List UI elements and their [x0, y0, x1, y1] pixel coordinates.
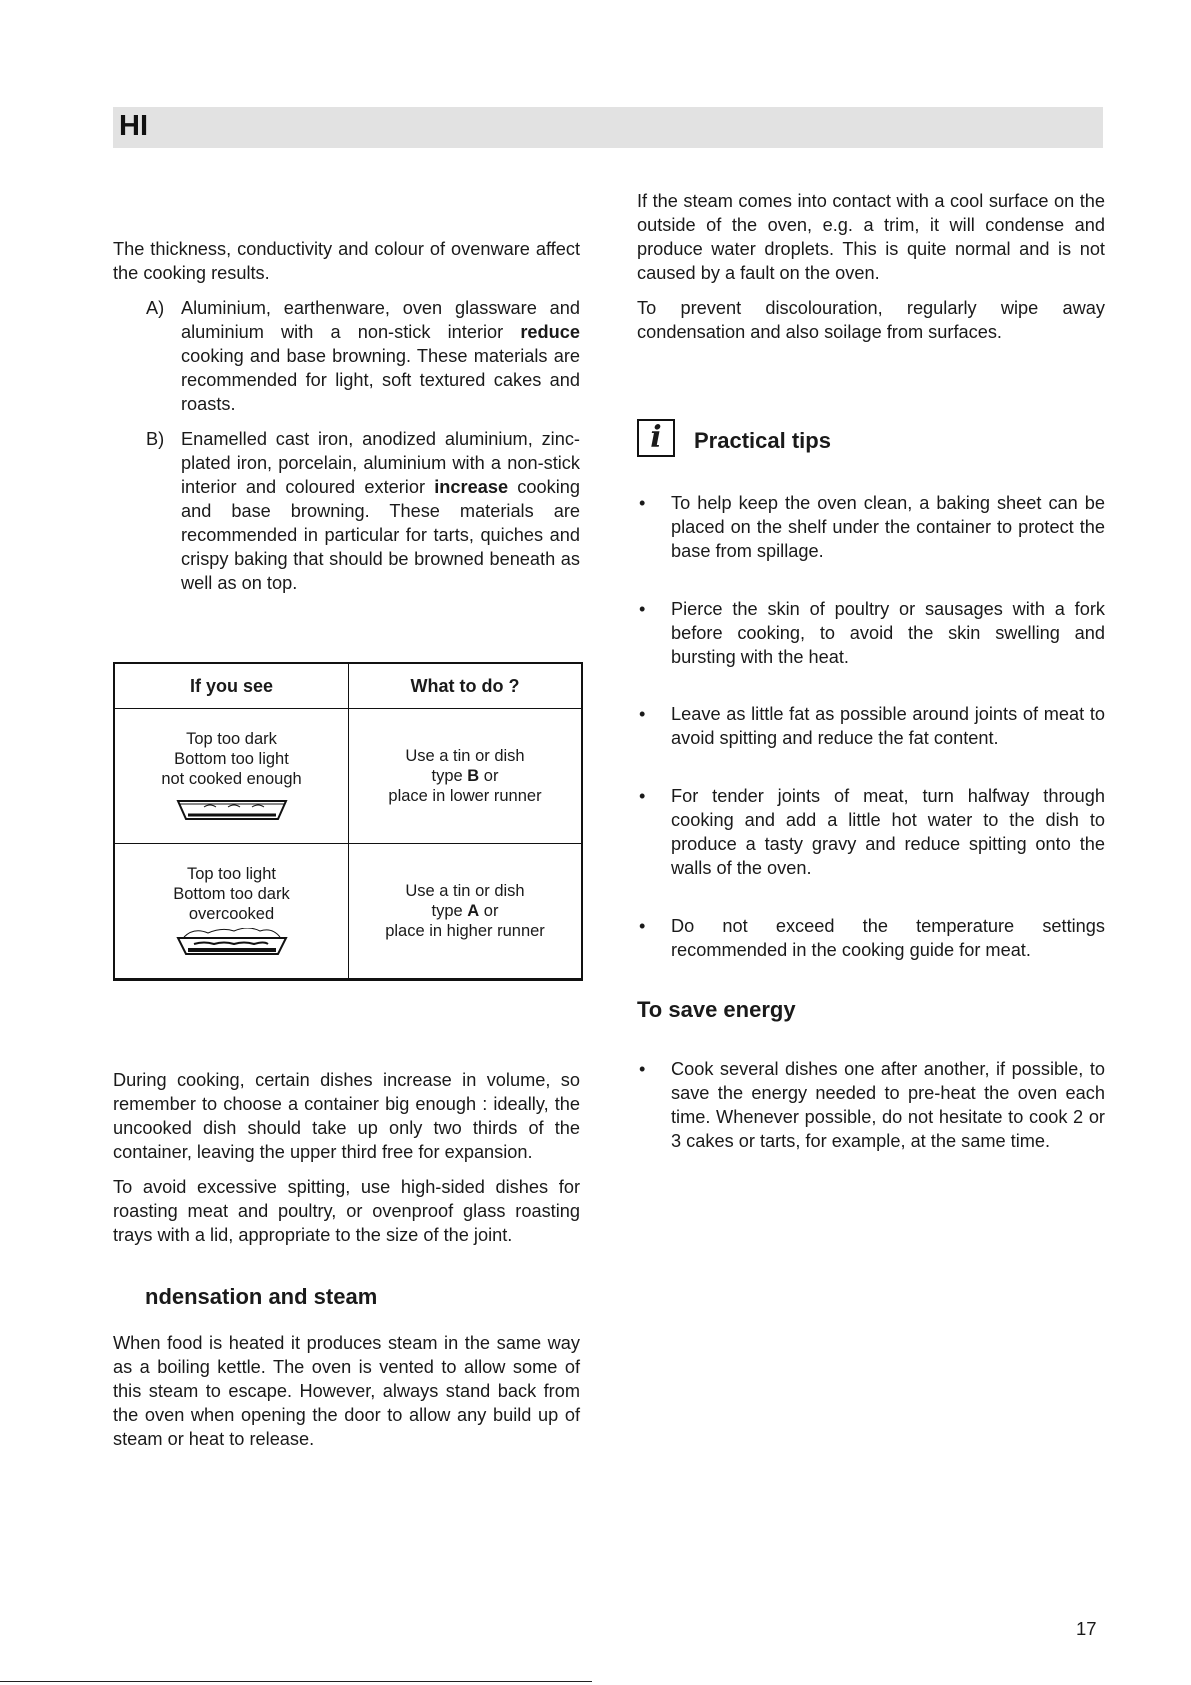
condensation-heading: ndensation and steam — [145, 1284, 378, 1309]
language-code: HI — [119, 110, 148, 142]
ovenware-section — [113, 237, 580, 606]
spitting-paragraph: To avoid excessive spitting, use high-sided dishes for roasting meat and poultry, or ovenproof glass roasting trays with a lid, appropriate to the size of the joint. — [113, 1177, 580, 1245]
language-header-bar — [113, 107, 1103, 148]
tip-item: • Do not exceed the temperature settings recommended in the cooking guide for meat. — [639, 916, 1105, 960]
tip-item: • For tender joints of meat, turn halfway through cooking and add a little hot water to the dish to produce a tasty gravy and reduce spitting onto the walls of the oven. — [639, 786, 1105, 878]
increase-emphasis: increase — [434, 477, 509, 497]
bullet-icon: • — [639, 493, 646, 513]
volume-paragraph: During cooking, certain dishes increase in volume, so remember to choose a container big enough : ideally, the uncooked dish should take up only two thirds of the container, leaving the upper third free for expansion. — [113, 1070, 580, 1162]
footer-rule — [0, 1681, 592, 1682]
bullet-icon: • — [639, 704, 646, 724]
info-icon: i — [637, 419, 675, 457]
steam-paragraph: If the steam comes into contact with a cool surface on the outside of the oven, e.g. a trim, it will condense and produce water droplets. This is quite normal and is not caused by a fault on the oven. — [637, 191, 1105, 283]
dish-burnt-icon — [174, 928, 290, 958]
item-b-marker: B) — [146, 429, 165, 449]
practical-tips-heading: Practical tips — [694, 428, 831, 453]
dish-type-letter: B — [467, 767, 480, 785]
table-row — [114, 709, 582, 844]
ovenware-item-a — [113, 296, 580, 416]
do-cell: Use a tin or dish type A or place in higher runner — [349, 844, 583, 980]
reduce-emphasis: reduce — [520, 322, 580, 342]
container-section — [113, 1068, 580, 1258]
ovenware-item-b — [113, 427, 580, 595]
item-a-marker: A) — [146, 298, 165, 318]
bullet-icon: • — [639, 786, 646, 806]
save-energy-heading: To save energy — [637, 997, 796, 1022]
tip-item: • Pierce the skin of poultry or sausages with a fork before cooking, to avoid the skin swelling and bursting with the heat. — [639, 599, 1105, 667]
dish-type-letter: A — [467, 902, 480, 920]
energy-tip: • Cook several dishes one after another, if possible, to save the energy needed to pre-heat the oven each time. Whenever possible, do not hesitate to cook 2 or 3 cakes or tarts, for example, at the same time. — [639, 1059, 1105, 1151]
item-a-text: Aluminium, earthenware, oven glassware and aluminium with a non-stick interior reduce cooking and base browning. These materials are recommended for light, soft textured cakes and roasts. — [181, 298, 580, 414]
table-header-row — [114, 663, 582, 709]
bullet-icon: • — [639, 599, 646, 619]
header-if-you-see: If you see — [114, 663, 349, 709]
tip-item: • Leave as little fat as possible around joints of meat to avoid spitting and reduce the fat content. — [639, 704, 1105, 748]
see-cell: Top too dark Bottom too light not cooked enough — [114, 709, 349, 844]
steam-section — [637, 189, 1105, 355]
cooking-guide-table — [113, 662, 583, 981]
header-what-to-do: What to do ? — [349, 663, 583, 709]
condensation-section — [113, 1331, 580, 1462]
bullet-icon: • — [639, 916, 646, 936]
table-row — [114, 844, 582, 980]
bullet-icon: • — [639, 1059, 646, 1079]
item-b-text: Enamelled cast iron, anodized aluminium, zinc-plated iron, porcelain, aluminium with a non-stick interior and coloured exterior increase cooking and base browning. These materials are recommended in particular for tarts, quiches and crispy baking that should be browned beneath as well as on top. — [181, 429, 580, 593]
see-cell: Top too light Bottom too dark overcooked — [114, 844, 349, 980]
dish-pale-icon — [174, 793, 290, 823]
tip-item: • To help keep the oven clean, a baking sheet can be placed on the shelf under the container to protect the base from spillage. — [639, 493, 1105, 561]
condensation-paragraph: When food is heated it produces steam in the same way as a boiling kettle. The oven is vented to allow some of this steam to escape. However, always stand back from the oven when opening the door to allow any build up of steam or heat to release. — [113, 1333, 580, 1449]
do-cell: Use a tin or dish type B or place in lower runner — [349, 709, 583, 844]
page-number: 17 — [1076, 1618, 1097, 1639]
discolouration-paragraph: To prevent discolouration, regularly wipe away condensation and also soilage from surfaces. — [637, 298, 1105, 342]
ovenware-intro: The thickness, conductivity and colour of ovenware affect the cooking results. — [113, 239, 580, 283]
